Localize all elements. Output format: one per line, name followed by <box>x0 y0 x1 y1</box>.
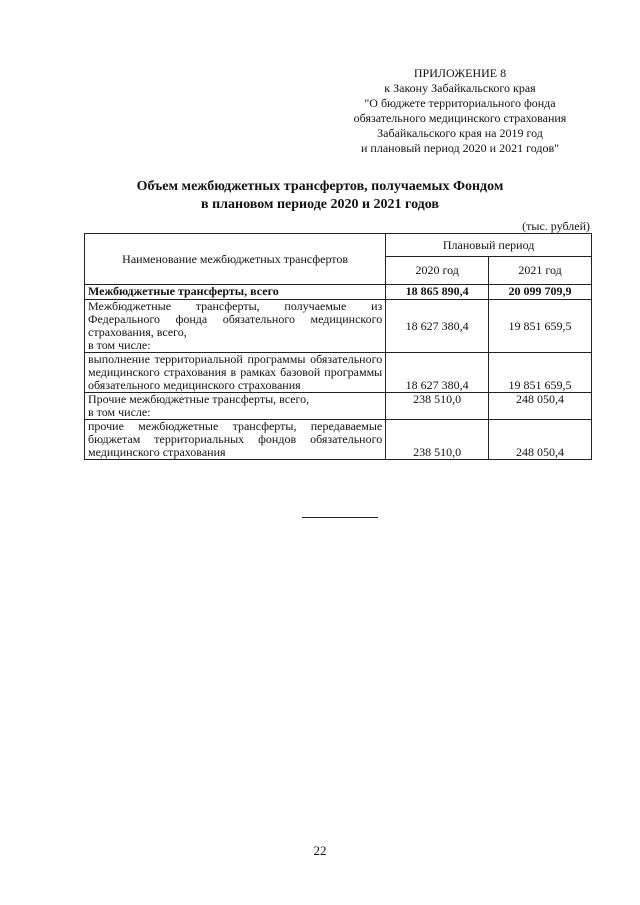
column-header-period: Плановый период <box>386 234 592 257</box>
value-2020: 18 627 380,4 <box>386 300 489 353</box>
appendix-line: обязательного медицинского страхования <box>353 111 567 125</box>
table-row <box>85 300 592 353</box>
value-2020: 238 510,0 <box>386 420 489 460</box>
column-header-2021: 2021 год <box>489 257 592 285</box>
appendix-line: Забайкальского края на 2019 год <box>377 126 543 140</box>
column-header-2020: 2020 год <box>386 257 489 285</box>
end-divider <box>302 517 378 518</box>
page-number: 22 <box>313 843 327 858</box>
table-row-total <box>85 285 592 300</box>
row-name: Межбюджетные трансферты, всего <box>85 285 386 300</box>
table-row <box>85 393 592 420</box>
value-2021: 19 851 659,5 <box>489 300 592 353</box>
value-2021: 19 851 659,5 <box>489 353 592 393</box>
column-header-name: Наименование межбюджетных трансфертов <box>85 234 386 285</box>
appendix-line: ПРИЛОЖЕНИЕ 8 <box>413 66 507 80</box>
units-note: (тыс. рублей) <box>522 219 590 233</box>
value-2021: 20 099 709,9 <box>489 285 592 300</box>
row-name-cell <box>85 300 386 353</box>
appendix-line: к Закону Забайкальского края <box>384 81 536 95</box>
row-name: Прочие межбюджетные трансферты, всего, <box>88 392 310 406</box>
row-name: выполнение территориальной программы обязательного медицинского страхования в рамках базовой программы обязательного медицинского страхования <box>85 353 386 393</box>
value-2020: 18 627 380,4 <box>386 353 489 393</box>
appendix-line: "О бюджете территориального фонда <box>364 96 556 110</box>
row-name: прочие межбюджетные трансферты, передаваемые бюджетам территориальных фондов обязательного медицинского страхования <box>85 420 386 460</box>
row-subnote: в том числе: <box>88 338 151 352</box>
value-2020: 18 865 890,4 <box>386 285 489 300</box>
table-row <box>85 420 592 460</box>
appendix-line: и плановый период 2020 и 2021 годов" <box>360 141 560 155</box>
value-2021: 248 050,4 <box>489 393 592 420</box>
title-line: Объем межбюджетных трансфертов, получаемых Фондом <box>136 179 504 194</box>
row-name: Межбюджетные трансферты, получаемые из Федерального фонда обязательного медицинского страхования, всего, <box>88 299 383 339</box>
title-line: в плановом периоде 2020 и 2021 годов <box>201 197 439 212</box>
value-2020: 238 510,0 <box>386 393 489 420</box>
appendix-header <box>320 66 600 156</box>
transfers-table <box>84 233 592 460</box>
row-subnote: в том числе: <box>88 405 151 419</box>
row-name-cell <box>85 393 386 420</box>
value-2021: 248 050,4 <box>489 420 592 460</box>
document-title <box>120 178 520 214</box>
table-row <box>85 353 592 393</box>
